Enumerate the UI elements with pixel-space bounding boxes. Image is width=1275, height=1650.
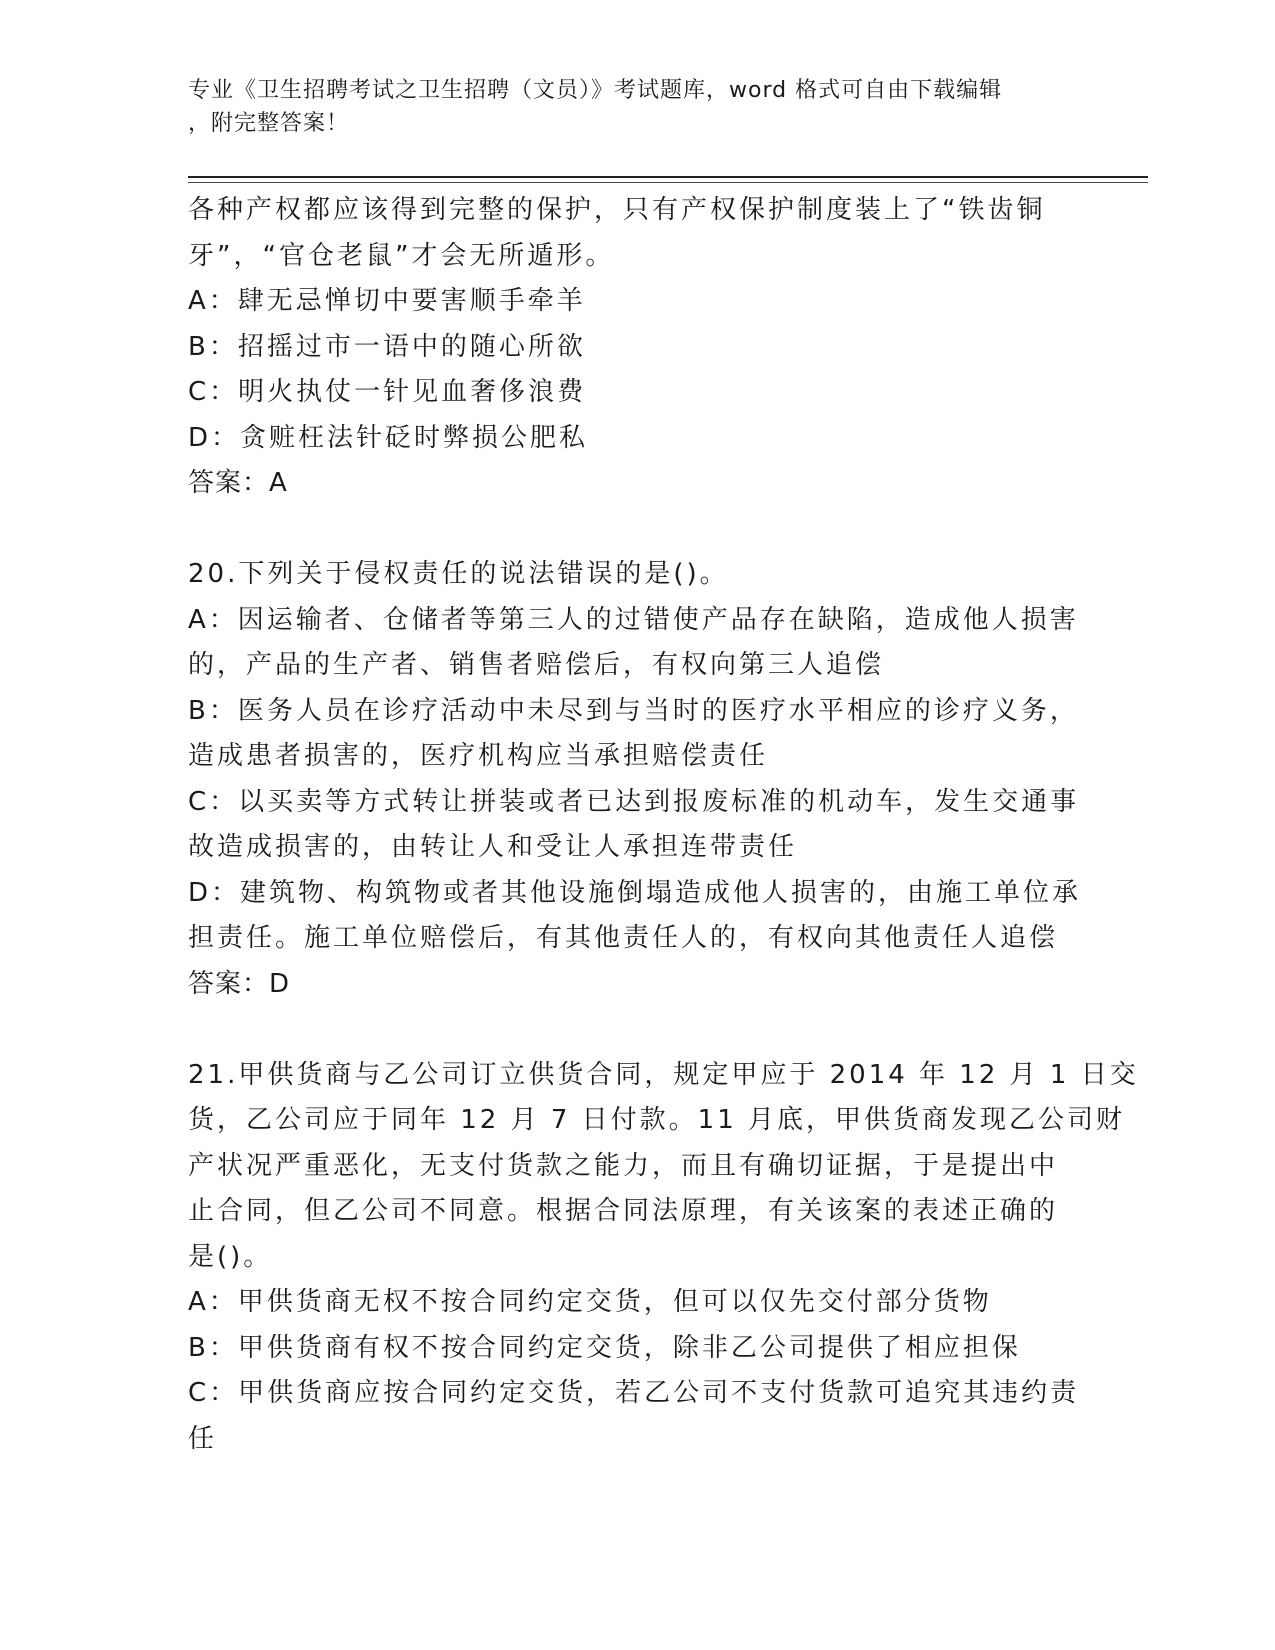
question-stem-line: 牙”，“官仓老鼠”才会无所遁形。 [188, 240, 615, 271]
option-d: D：建筑物、构筑物或者其他设施倒塌造成他人损害的，由施工单位承 [188, 877, 1082, 908]
option-c-cont: 故造成损害的，由转让人和受让人承担连带责任 [188, 832, 798, 862]
question-stem-line: 产状况严重恶化，无支付货款之能力，而且有确切证据，于是提出中 [188, 1150, 1059, 1181]
question-stem-line: 止合同，但乙公司不同意。根据合同法原理，有关该案的表述正确的 [188, 1196, 1059, 1226]
answer-line: 答案：D [188, 968, 291, 999]
option-a-cont: 的，产品的生产者、销售者赔偿后，有权向第三人追偿 [188, 650, 885, 680]
question-stem-line: 是()。 [188, 1241, 273, 1272]
option-a: A：因运输者、仓储者等第三人的过错使产品存在缺陷，造成他人损害 [188, 604, 1079, 635]
question-20 [188, 552, 1088, 1007]
option-b: B：甲供货商有权不按合同约定交货，除非乙公司提供了相应担保 [188, 1332, 1021, 1363]
question-19-tail [188, 188, 1088, 507]
option-c: C：以买卖等方式转让拼装或者已达到报废标准的机动车，发生交通事 [188, 786, 1080, 817]
spacer [188, 507, 1088, 553]
question-stem-line: 各种产权都应该得到完整的保护，只有产权保护制度装上了“铁齿铜 [188, 195, 1046, 225]
document-body [188, 188, 1139, 1462]
spacer [188, 1007, 1088, 1053]
option-a: A：甲供货商无权不按合同约定交货，但可以仅先交付部分货物 [188, 1287, 992, 1317]
option-b: B：医务人员在诊疗活动中未尽到与当时的医疗水平相应的诊疗义务， [188, 695, 1079, 726]
answer-line: 答案：A [188, 468, 288, 498]
option-c: C：明火执仗一针见血奢侈浪费 [188, 377, 587, 407]
document-header [188, 74, 1068, 140]
question-stem-line: 货，乙公司应于同年 12 月 7 日付款。11 月底，甲供货商发现乙公司财 [188, 1105, 1126, 1135]
header-divider [188, 176, 1148, 178]
question-stem: 20.下列关于侵权责任的说法错误的是()。 [188, 559, 729, 589]
option-c-cont: 任 [188, 1423, 218, 1454]
option-d-cont: 担责任。施工单位赔偿后，有其他责任人的，有权向其他责任人追偿 [188, 923, 1059, 953]
question-stem-line: 21.甲供货商与乙公司订立供货合同，规定甲应于 2014 年 12 月 1 日交 [188, 1059, 1139, 1090]
option-d: D：贪赃枉法针砭时弊损公肥私 [188, 422, 589, 453]
header-line: ，附完整答案！ [188, 111, 350, 136]
option-b: B：招摇过市一语中的随心所欲 [188, 331, 586, 362]
option-c: C：甲供货商应按合同约定交货，若乙公司不支付货款可追究其违约责 [188, 1378, 1080, 1408]
header-line: 专业《卫生招聘考试之卫生招聘（文员）》考试题库，word 格式可自由下载编辑 [188, 78, 1003, 103]
header-divider-thin [188, 182, 1148, 183]
option-b-cont: 造成患者损害的，医疗机构应当承担赔偿责任 [188, 741, 769, 771]
option-a: A：肆无忌惮切中要害顺手牵羊 [188, 286, 586, 316]
question-21 [188, 1053, 1139, 1463]
